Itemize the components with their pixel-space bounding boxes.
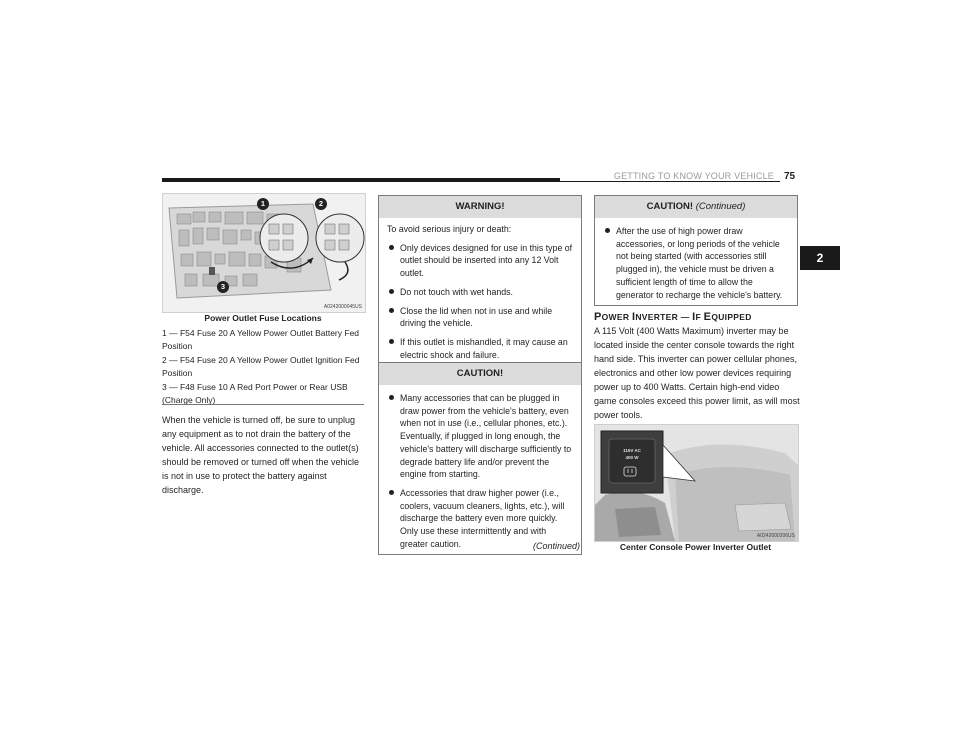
bullet-icon [605, 228, 610, 233]
legend-item: 1 — F54 Fuse 20 A Yellow Power Outlet Battery Fed Position [162, 328, 360, 351]
console-figure-caption: Center Console Power Inverter Outlet [619, 542, 772, 552]
list-item: Do not touch with wet hands. [387, 286, 575, 299]
power-inverter-heading: POWER INVERTER — IF EQUIPPED [594, 311, 752, 323]
list-item: After the use of high power draw accessories, or long periods of the vehicle not being started (with accessories still plugged in), the vehicle must be driven a sufficient length of time to allow the generator to recharge the vehicle's battery. [603, 225, 791, 301]
caution-continued-title: CAUTION! (Continued) [595, 196, 797, 218]
console-figure [594, 424, 799, 542]
callout-2: 2 [315, 198, 327, 210]
list-item: Accessories that draw higher power (i.e., coolers, vacuum cleaners, lights, etc.), will discharge the battery even more quickly. Only use these intermittently and with greater caution. [387, 487, 575, 551]
bullet-icon [389, 308, 394, 313]
bullet-icon [389, 245, 394, 250]
page-number: 75 [780, 171, 804, 182]
bullet-icon [389, 395, 394, 400]
fuse-box-figure [162, 193, 366, 313]
callout-3: 3 [217, 281, 229, 293]
callout-1: 1 [257, 198, 269, 210]
continued-note: (Continued) [532, 541, 580, 551]
list-item: Close the lid when not in use and while driving the vehicle. [387, 305, 575, 330]
running-header-title: GETTING TO KNOW YOUR VEHICLE [560, 171, 780, 181]
list-item: If this outlet is mishandled, it may cause an electric shock and failure. [387, 336, 575, 361]
list-item: Many accessories that can be plugged in draw power from the vehicle's battery, even when not in use (i.e., cellular phones, etc.). Eventually, if plugged in long enough, the vehicle's battery will discharge sufficiently to degrade battery life and/or prevent the engine from starting. [387, 392, 575, 481]
legend-item: 3 — F48 Fuse 10 A Red Port Power or Rear USB (Charge Only) [162, 382, 348, 405]
bullet-icon [389, 339, 394, 344]
figure-code: A0242000206US [756, 533, 795, 539]
chapter-tab[interactable]: 2 [800, 246, 840, 270]
bullet-icon [389, 490, 394, 495]
figure-code: A0242000045US [323, 304, 362, 310]
caution-continued-box [594, 195, 798, 306]
inverter-paragraph: A 115 Volt (400 Watts Maximum) inverter may be located inside the center console towards the right hand side. This inverter can power cellular phones, electronics and other low power devices requiring power up to 400 Watts. Certain high-end video game consoles exceed this power limit, as will most power tools. [594, 326, 800, 420]
console-illustration [595, 425, 798, 541]
list-item: Only devices designed for use in this type of outlet should be inserted into any 12 Volt outlet. [387, 242, 575, 280]
caution-title: CAUTION! [379, 363, 581, 385]
bullet-icon [389, 289, 394, 294]
legend-item: 2 — F54 Fuse 20 A Yellow Power Outlet Ignition Fed Position [162, 355, 360, 378]
outlet-label-watts: 400 W [625, 455, 639, 460]
outlet-label-voltage: 115V AC [623, 448, 641, 453]
warning-intro: To avoid serious injury or death: [387, 224, 512, 234]
fuse-figure-caption: Power Outlet Fuse Locations [204, 313, 322, 323]
fuse-legend [162, 327, 364, 408]
fuse-box-illustration [163, 194, 365, 312]
warning-title: WARNING! [379, 196, 581, 218]
caution-box [378, 362, 582, 555]
legend-divider [162, 404, 364, 405]
battery-paragraph: When the vehicle is turned off, be sure to unplug any equipment as to not drain the battery of the vehicle. All accessories connected to the outlet(s) should be removed or turned off when the vehicle is not in use to protect the battery against discharge. [162, 415, 359, 495]
warning-box [378, 195, 582, 366]
